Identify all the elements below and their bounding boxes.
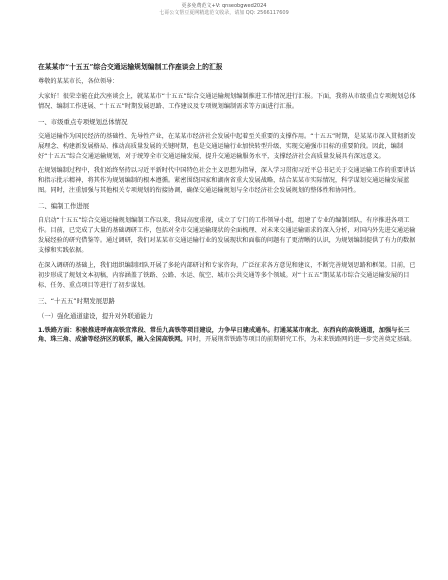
header-promo-line: 更多免费范文+V: qnseobgwed2024: [181, 3, 267, 9]
section1-paragraph-1: 交通运输作为国民经济的基础性、先导性产业，在某某市经济社会发展中起着至关重要的支撑作用。“十五五”时期，是某某市深入贯彻新发展理念、构建新发展格局、推动高质量发展的关键时期，也是交通运输行业加快转型升级、实现交通强市目标的重要阶段。因此，编制好“十五五”综合交通运输规划，对于统筹全市交通运输发展，提升交通运输服务水平，支撑经济社会高质量发展具有深远意义。: [38, 132, 416, 160]
subsection-heading-1: （一）强化通道建设，提升对外联通能力: [38, 311, 154, 320]
salutation: 尊敬的某某市长，各位领导：: [38, 78, 119, 85]
section1-paragraph-2: 在规划编制过程中，我们始终坚持以习近平新时代中国特色社会主义思想为指导，深入学习贯彻习近平总书记关于交通运输工作的重要讲话和指示批示精神，将其作为规划编制的根本遵循。紧密围绕国家和湖南省重大发展战略，结合某某市实际情况，科学谋划交通运输发展蓝图。同时，注重加强与其他相关专项规划的衔接协调，确保交通运输规划与全市经济社会发展规划的整体性和协同性。: [38, 167, 416, 195]
railway-lead-bold: 1.铁路方面：积极推进呼南高铁宜常段、常岳九高铁等项目建设，力争早日建成通车。打通某某市南北、东西向的高铁通道，加强与长三角、珠三角、成渝等经济区的联系，融入全国高铁网。: [38, 326, 410, 344]
header-source-line: 七哥公文帮豆夏网精选范文收录，请加 QQ: 2566117609: [159, 10, 289, 16]
section-heading-1: 一、市级重点专项规划总体情况: [38, 117, 128, 126]
section2-paragraph-2: 在深入调研的基础上，我们组织编制团队开展了多轮内部研讨和专家咨询，广泛征求各方意见和建议，不断完善规划思路和框架。目前，已初步形成了规划文本初稿，内容涵盖了铁路、公路、水运、航空、城市公共交通等多个领域。对“十五五”期某某市综合交通运输发展的目标、任务、重点项目等进行了初步谋划。: [38, 261, 416, 289]
document-body: [38, 62, 416, 345]
railway-rest: 同时，开展荆常铁路等项目的前期研究工作，为未来铁路网的进一步完善奠定基础。: [186, 336, 416, 344]
railway-paragraph: [38, 326, 416, 346]
section2-paragraph-1: 自启动“十五五”综合交通运输规划编制工作以来，我局高度重视，成立了专门的工作领导小组，组建了专业的编制团队，有序推进各项工作。目前，已完成了大量的基础调研工作，包括对全市交通运输现状的全面梳理、对未来交通运输需求的深入分析，对国内外先进交通运输发展经验的研究借鉴等。通过调研，我们对某某市交通运输行业的发展现状和面临的问题有了更清晰的认识，为规划编制提供了有力的数据支撑和实践依据。: [38, 217, 416, 254]
document-title: 在某某市“十五五”综合交通运输规划编制工作座谈会上的汇报: [38, 63, 223, 71]
section-heading-2: 二、编制工作进展: [38, 202, 90, 211]
intro-paragraph: 大家好！很荣幸能在此次座谈会上，就某某市“十五五”综合交通运输规划编制推进工作情况进行汇报。下面，我将从市级重点专项规划总体情况、编制工作进展、“十五五”时期发展思路、工作建议及专项规划编制需求等方面进行汇报。: [38, 92, 416, 110]
section-heading-3: 三、“十五五”时期发展思路: [38, 296, 115, 305]
